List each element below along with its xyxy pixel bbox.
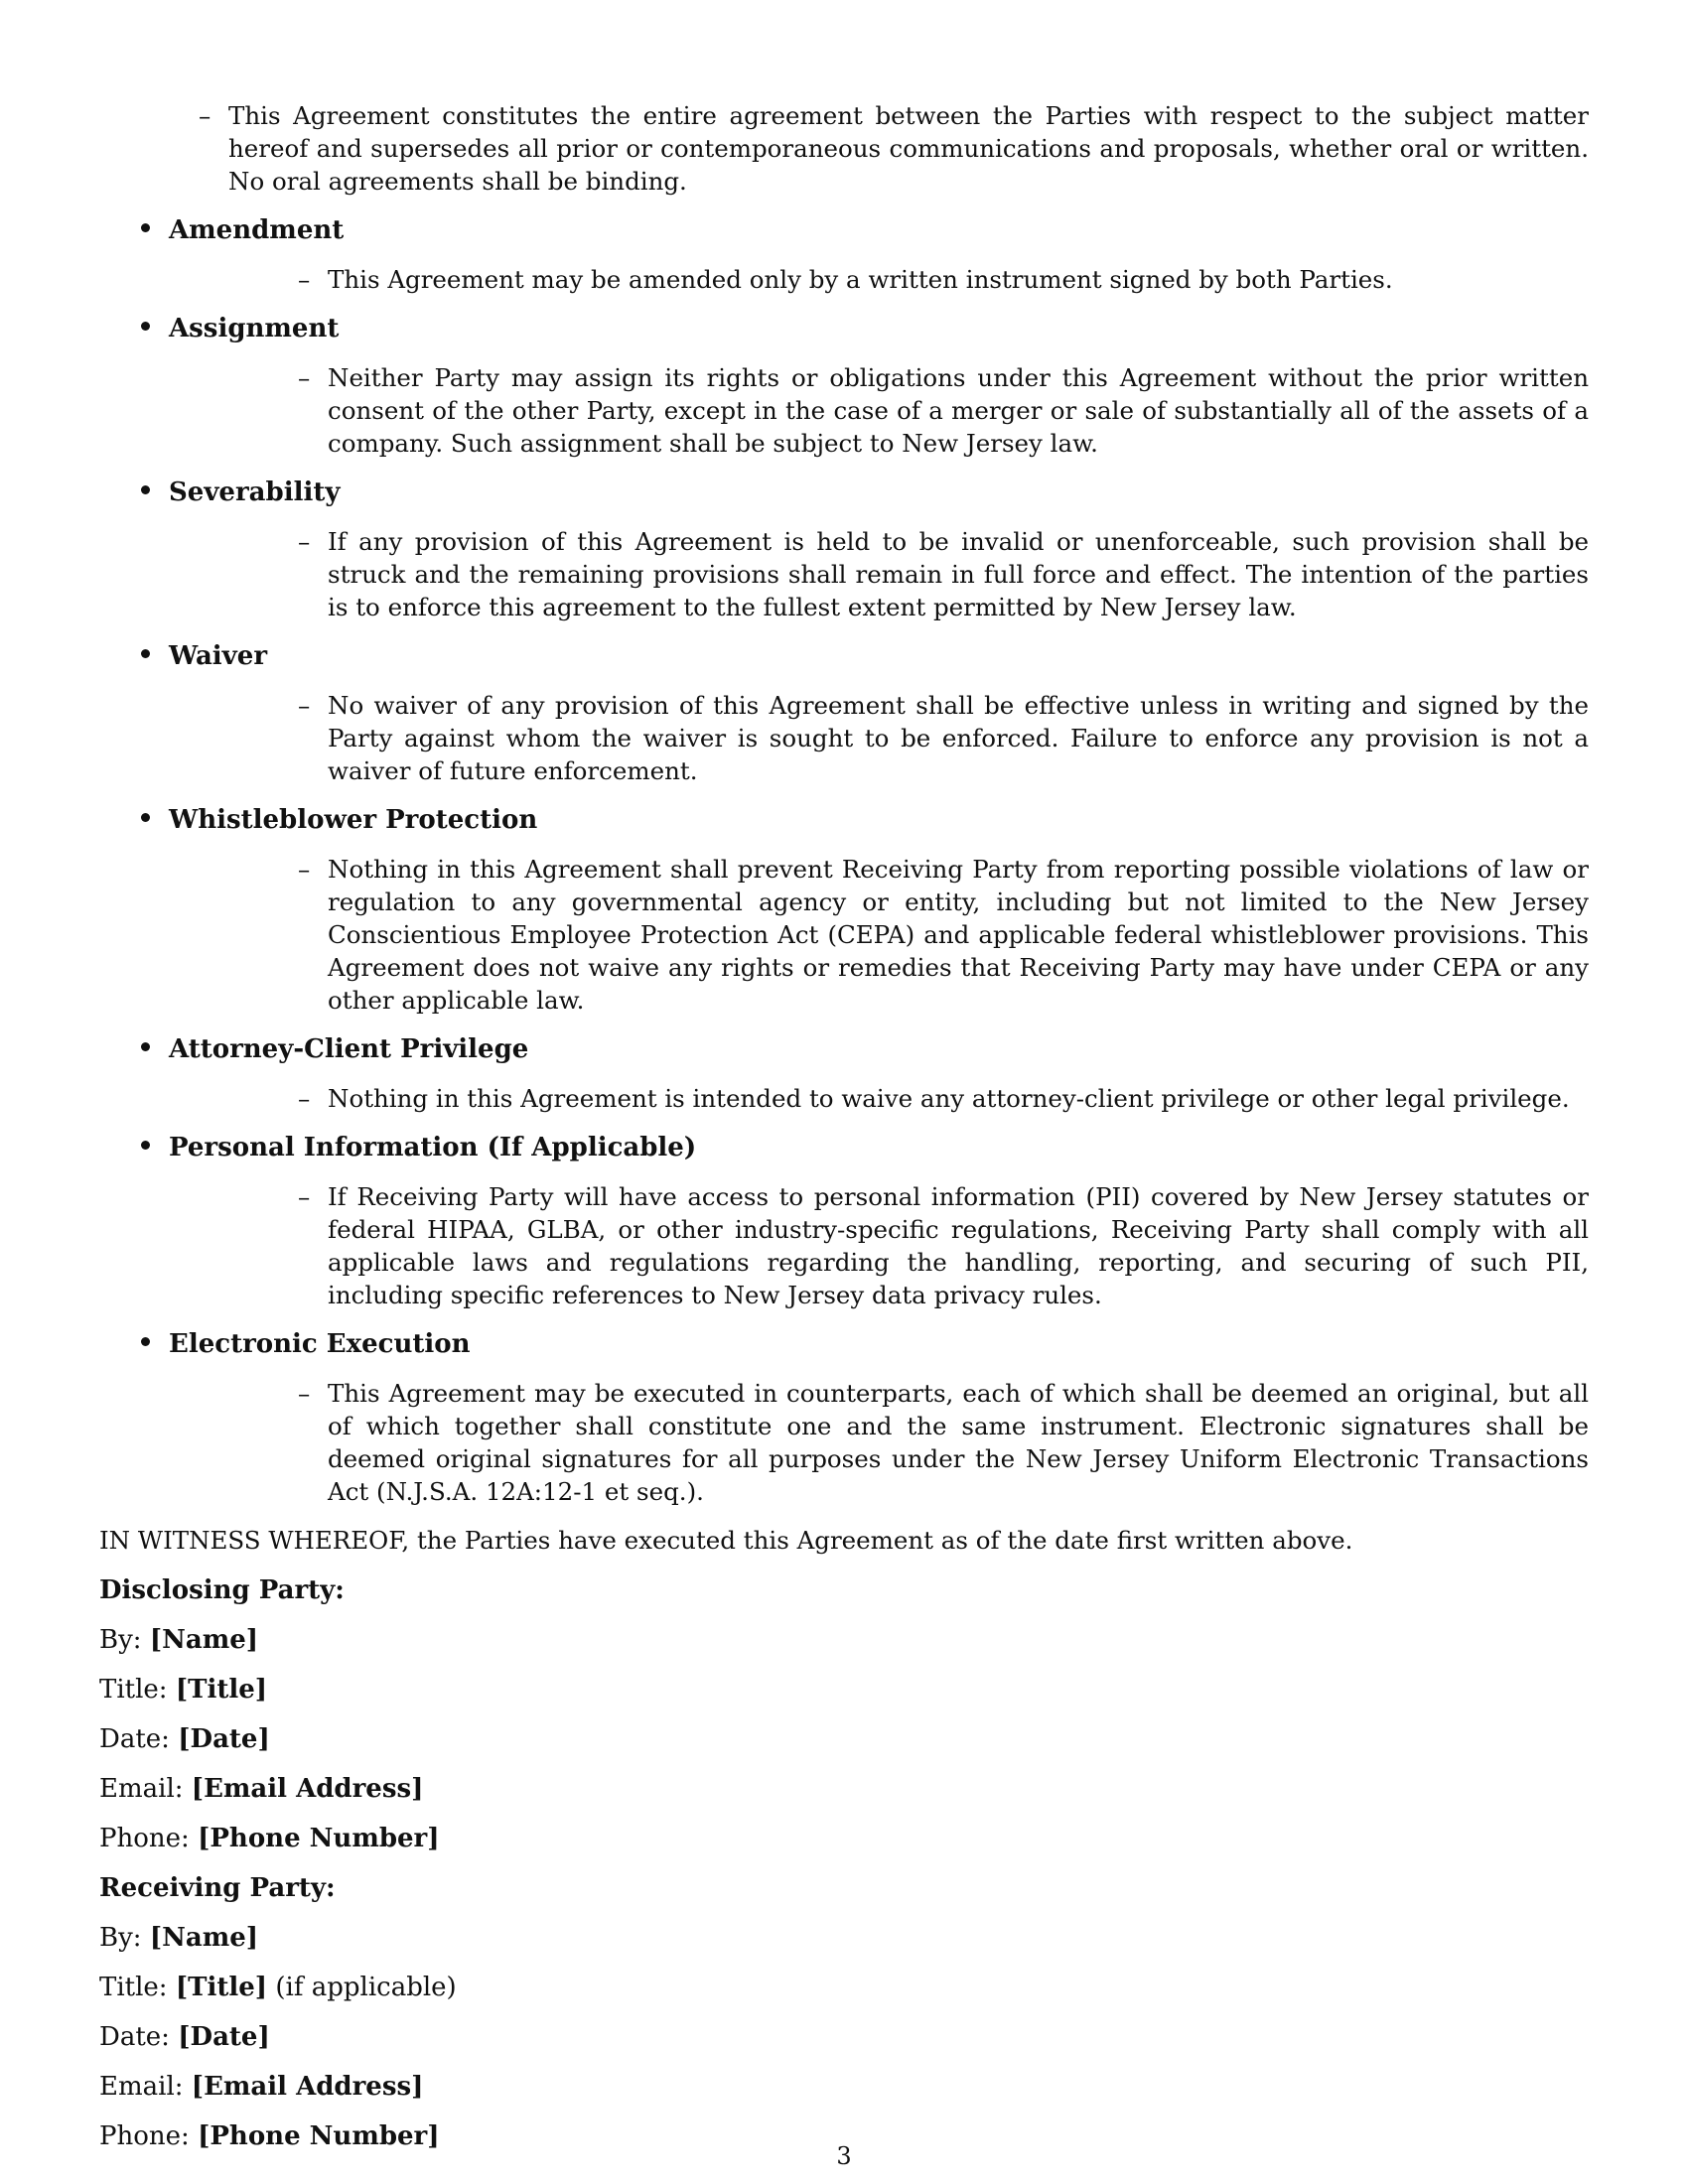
- dash-marker: –: [298, 1084, 311, 1113]
- disclosing-party-heading: Disclosing Party:: [99, 1575, 345, 1605]
- section-text: If Receiving Party will have access to personal information (PII) covered by New Jersey statutes or federal HIPAA, GLBA, or other industry-specific regulations, Receiving Party shall comply with all applicable laws and regulations regarding the handling, reporting, and securing of such PII, including specific references to New Jersey data privacy rules.: [328, 1182, 1589, 1309]
- section-clause: [298, 689, 1589, 787]
- field-value: [Title]: [175, 1973, 268, 2002]
- page-number: 3: [836, 2142, 852, 2170]
- section-title: Assignment: [169, 314, 340, 343]
- section-attorney-client-privilege: [169, 1032, 1589, 1066]
- entire-agreement-clause: [199, 99, 1589, 198]
- field-label: Date:: [99, 1724, 170, 1754]
- receiving-email-field: [99, 2070, 1589, 2104]
- disclosing-phone-field: [99, 1822, 1589, 1855]
- field-value: [Date]: [178, 1724, 270, 1754]
- dash-marker: –: [199, 101, 211, 130]
- field-value: [Email Address]: [191, 1774, 424, 1804]
- entire-agreement-text: This Agreement constitutes the entire agreement between the Parties with respect to the subject matter hereof and supersedes all prior or contemporaneous communications and proposals, whether oral or written. No oral agreements shall be binding.: [228, 101, 1589, 196]
- section-text: Nothing in this Agreement shall prevent Receiving Party from reporting possible violations of law or regulation to any governmental agency or entity, including but not limited to the New Jersey Conscientious Employee Protection Act (CEPA) and applicable federal whistleblower provisions. This Agreement does not waive any rights or remedies that Receiving Party may have under CEPA or any other applicable law.: [328, 855, 1589, 1015]
- witness-statement: IN WITNESS WHEREOF, the Parties have executed this Agreement as of the date first written above.: [99, 1526, 1353, 1555]
- section-text: Nothing in this Agreement is intended to waive any attorney-client privilege or other legal privilege.: [328, 1084, 1570, 1113]
- section-title: Amendment: [169, 215, 345, 245]
- section-clause: [298, 263, 1589, 296]
- dash-marker: –: [298, 691, 311, 720]
- section-text: Neither Party may assign its rights or obligations under this Agreement without the prior written consent of the other Party, except in the case of a merger or sale of substantially all of the assets of a company. Such assignment shall be subject to New Jersey law.: [328, 363, 1589, 458]
- section-clause: [298, 361, 1589, 460]
- field-value: [Phone Number]: [198, 2121, 440, 2151]
- dash-marker: –: [298, 855, 311, 884]
- field-label: Title:: [99, 1973, 168, 2002]
- section-title: Waiver: [169, 641, 268, 671]
- section-assignment: [169, 312, 1589, 345]
- field-label: Email:: [99, 2072, 184, 2102]
- bullet-icon: [141, 813, 150, 822]
- section-severability: [169, 476, 1589, 509]
- bullet-icon: [141, 223, 150, 232]
- field-value: [Name]: [149, 1625, 259, 1655]
- receiving-date-field: [99, 2020, 1589, 2054]
- section-whistleblower-protection: [169, 803, 1589, 837]
- section-electronic-execution: [169, 1327, 1589, 1361]
- field-value: [Name]: [149, 1923, 259, 1953]
- bullet-icon: [141, 322, 150, 331]
- dash-marker: –: [298, 1379, 311, 1408]
- section-text: If any provision of this Agreement is held to be invalid or unenforceable, such provision shall be struck and the remaining provisions shall remain in full force and effect. The intention of the parties is to enforce this agreement to the fullest extent permitted by New Jersey law.: [328, 527, 1589, 621]
- section-amendment: [169, 213, 1589, 247]
- dash-marker: –: [298, 265, 311, 294]
- receiving-party-heading: Receiving Party:: [99, 1873, 336, 1903]
- bullet-icon: [141, 485, 150, 494]
- section-title: Whistleblower Protection: [169, 805, 538, 835]
- document-page: [99, 99, 1589, 2164]
- section-clause: [298, 1082, 1589, 1115]
- field-label: Title:: [99, 1675, 168, 1705]
- field-label: By:: [99, 1923, 142, 1953]
- dash-marker: –: [298, 363, 311, 392]
- field-label: Email:: [99, 1774, 184, 1804]
- bullet-icon: [141, 1042, 150, 1051]
- field-value: [Date]: [178, 2022, 270, 2052]
- section-clause: [298, 853, 1589, 1017]
- bullet-icon: [141, 649, 150, 658]
- dash-marker: –: [298, 1182, 311, 1211]
- section-text: This Agreement may be amended only by a written instrument signed by both Parties.: [328, 265, 1393, 294]
- section-title: Personal Information (If Applicable): [169, 1133, 697, 1162]
- section-waiver: [169, 639, 1589, 673]
- disclosing-by-field: [99, 1623, 1589, 1657]
- field-value: [Title]: [175, 1675, 268, 1705]
- section-title: Severability: [169, 478, 341, 507]
- disclosing-date-field: [99, 1722, 1589, 1756]
- section-clause: [298, 1377, 1589, 1508]
- section-clause: [298, 525, 1589, 623]
- bullet-icon: [141, 1337, 150, 1346]
- field-label: Phone:: [99, 2121, 190, 2151]
- bullet-icon: [141, 1141, 150, 1150]
- receiving-by-field: [99, 1921, 1589, 1955]
- section-title: Attorney-Client Privilege: [169, 1034, 529, 1064]
- field-value: [Phone Number]: [198, 1824, 440, 1853]
- section-personal-information: [169, 1131, 1589, 1164]
- disclosing-title-field: [99, 1673, 1589, 1706]
- section-text: No waiver of any provision of this Agreement shall be effective unless in writing and signed by the Party against whom the waiver is sought to be enforced. Failure to enforce any provision is not a waiver of future enforcement.: [328, 691, 1589, 785]
- disclosing-email-field: [99, 1772, 1589, 1806]
- field-label: Phone:: [99, 1824, 190, 1853]
- field-label: Date:: [99, 2022, 170, 2052]
- field-value: [Email Address]: [191, 2072, 424, 2102]
- section-text: This Agreement may be executed in counterparts, each of which shall be deemed an original, but all of which together shall constitute one and the same instrument. Electronic signatures shall be deemed original signatures for all purposes under the New Jersey Uniform Electronic Transactions Act (N.J.S.A. 12A:12-1 et seq.).: [328, 1379, 1589, 1506]
- dash-marker: –: [298, 527, 311, 556]
- section-clause: [298, 1180, 1589, 1311]
- section-title: Electronic Execution: [169, 1329, 471, 1359]
- receiving-title-field: [99, 1971, 1589, 2004]
- field-label: By:: [99, 1625, 142, 1655]
- field-note: (if applicable): [275, 1973, 457, 2002]
